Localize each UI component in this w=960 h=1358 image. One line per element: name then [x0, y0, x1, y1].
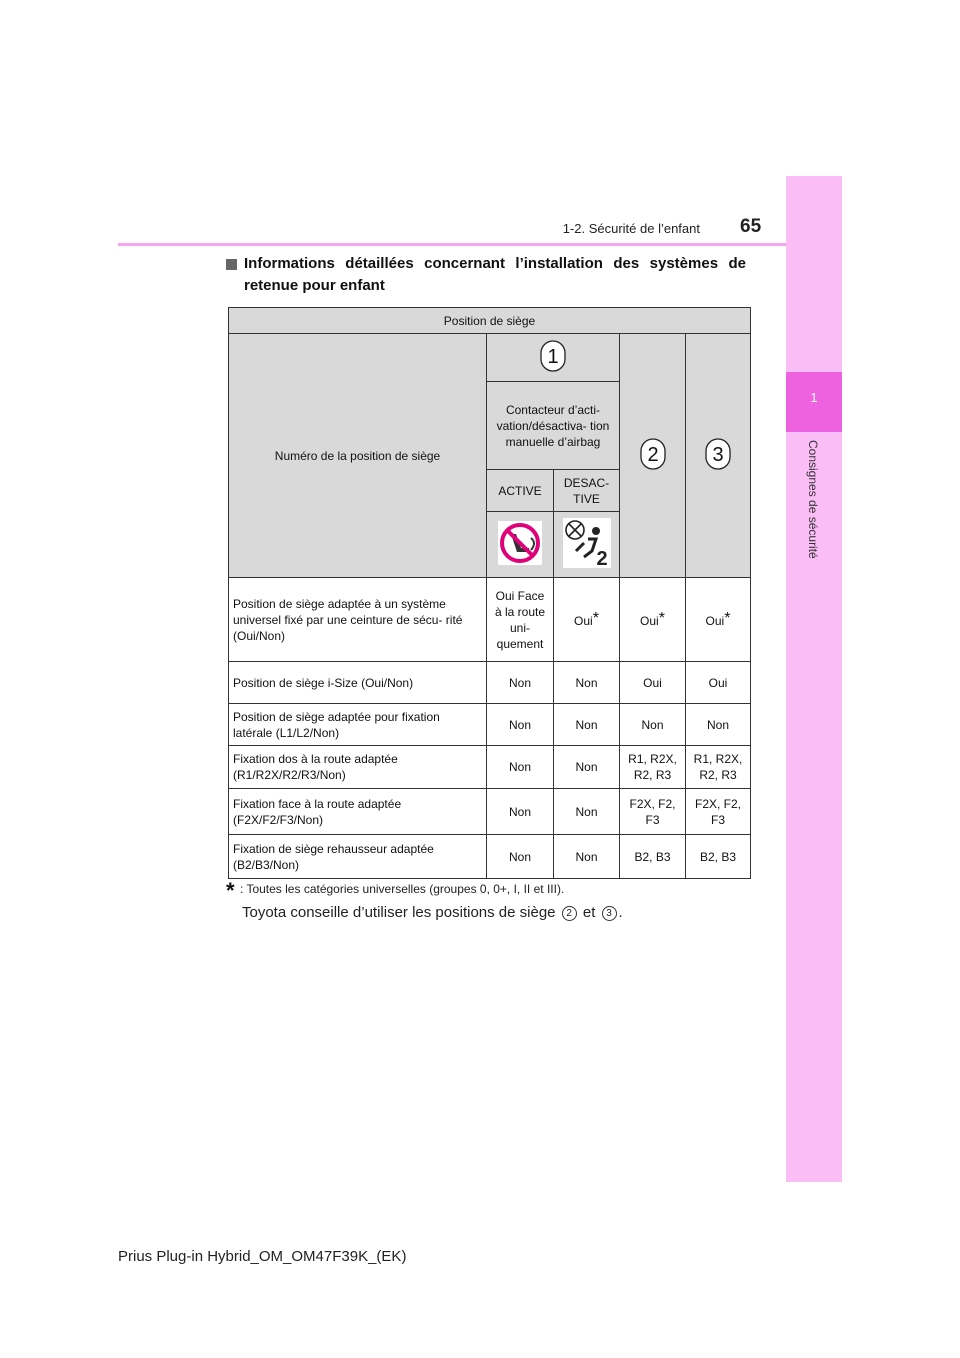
table-cell: F2X, F2, F3 — [620, 789, 686, 835]
table-cell: Non — [686, 704, 751, 746]
table-row-label: Fixation de siège rehausseur adaptée (B2/B3/Non) — [229, 835, 487, 879]
table-cell: Non — [487, 704, 554, 746]
table-row-label: Fixation dos à la route adaptée (R1/R2X/R2/R3/Non) — [229, 746, 487, 789]
position-2-circle-icon: 2 — [562, 906, 577, 921]
table-cell: Non — [487, 662, 554, 704]
page-number: 65 — [740, 216, 762, 237]
position-3-cell — [686, 334, 751, 578]
chapter-tab[interactable] — [786, 372, 842, 432]
side-tab-band — [786, 176, 842, 1182]
table-cell: Non — [487, 835, 554, 879]
table-cell: Oui — [620, 662, 686, 704]
position-2-number: 2 — [646, 443, 659, 466]
advice-text: Toyota conseille d’utiliser les positions de siège 2 et 3 . — [242, 904, 623, 921]
table-row-label: Position de siège adaptée pour fixation latérale (L1/L2/Non) — [229, 704, 487, 746]
chapter-title: Consignes de sécurité — [806, 440, 820, 559]
chapter-title-vertical — [806, 440, 826, 570]
document-footer: Prius Plug-in Hybrid_OM_OM47F39K_(EK) — [118, 1248, 407, 1265]
position-2-icon — [640, 438, 666, 470]
table-cell: Non — [487, 746, 554, 789]
airbag-off-icon — [562, 517, 612, 569]
svg-text:2: 2 — [595, 547, 608, 569]
position-1-cell — [487, 334, 620, 382]
table-top-header: Position de siège — [229, 308, 751, 334]
airbag-off-icon-cell — [554, 512, 620, 578]
table-row-label: Fixation face à la route adaptée (F2X/F2/F3/Non) — [229, 789, 487, 835]
asterisk-mark: * — [658, 609, 665, 627]
table-row-label: Position de siège adaptée à un système universel fixé par une ceinture de sécu- rité (Oui/Non) — [229, 578, 487, 662]
table-cell: Non — [554, 789, 620, 835]
airbag-switch-label: Contacteur d’acti- vation/désactiva- tion manuelle d’airbag — [487, 382, 620, 470]
position-3-circle-icon: 3 — [602, 906, 617, 921]
table-cell: Oui* — [554, 578, 620, 662]
heading-square-icon — [226, 259, 237, 270]
header-rule — [118, 243, 786, 246]
table-cell: Oui* — [686, 578, 751, 662]
table-cell: Oui Face à la route uni- quement — [487, 578, 554, 662]
table-row-label: Position de siège i-Size (Oui/Non) — [229, 662, 487, 704]
table-cell: F2X, F2, F3 — [686, 789, 751, 835]
chapter-number: 1 — [810, 390, 818, 405]
airbag-active-label: ACTIVE — [487, 470, 554, 512]
table-cell: Non — [620, 704, 686, 746]
position-3-icon — [705, 438, 731, 470]
table-cell: B2, B3 — [686, 835, 751, 879]
table-cell: R1, R2X, R2, R3 — [686, 746, 751, 789]
table-cell: Non — [554, 704, 620, 746]
position-1-icon — [540, 340, 566, 372]
child-seat-table — [228, 307, 751, 879]
table-cell: Non — [554, 746, 620, 789]
table-cell: B2, B3 — [620, 835, 686, 879]
table-cell: Non — [487, 789, 554, 835]
table-cell: Non — [554, 662, 620, 704]
footnote-marker: * — [226, 878, 235, 903]
position-2-cell — [620, 334, 686, 578]
seat-position-number-label: Numéro de la position de siège — [229, 334, 487, 578]
position-1-number: 1 — [547, 345, 559, 368]
asterisk-mark: * — [724, 609, 731, 627]
table-cell: Oui* — [620, 578, 686, 662]
no-rear-facing-seat-icon — [497, 520, 543, 566]
table-cell: Oui — [686, 662, 751, 704]
position-3-number: 3 — [712, 443, 724, 466]
footnote-text: : Toutes les catégories universelles (groupes 0, 0+, I, II et III). — [240, 882, 565, 896]
table-cell: R1, R2X, R2, R3 — [620, 746, 686, 789]
no-child-seat-airbag-icon-cell — [487, 512, 554, 578]
asterisk-mark: * — [592, 609, 599, 627]
airbag-deactive-label: DESAC- TIVE — [554, 470, 620, 512]
table-cell: Non — [554, 835, 620, 879]
section-title: 1-2. Sécurité de l’enfant — [562, 221, 700, 236]
section-heading: Informations détaillées concernant l’installation des systèmes de retenue pour enfant — [244, 255, 746, 294]
